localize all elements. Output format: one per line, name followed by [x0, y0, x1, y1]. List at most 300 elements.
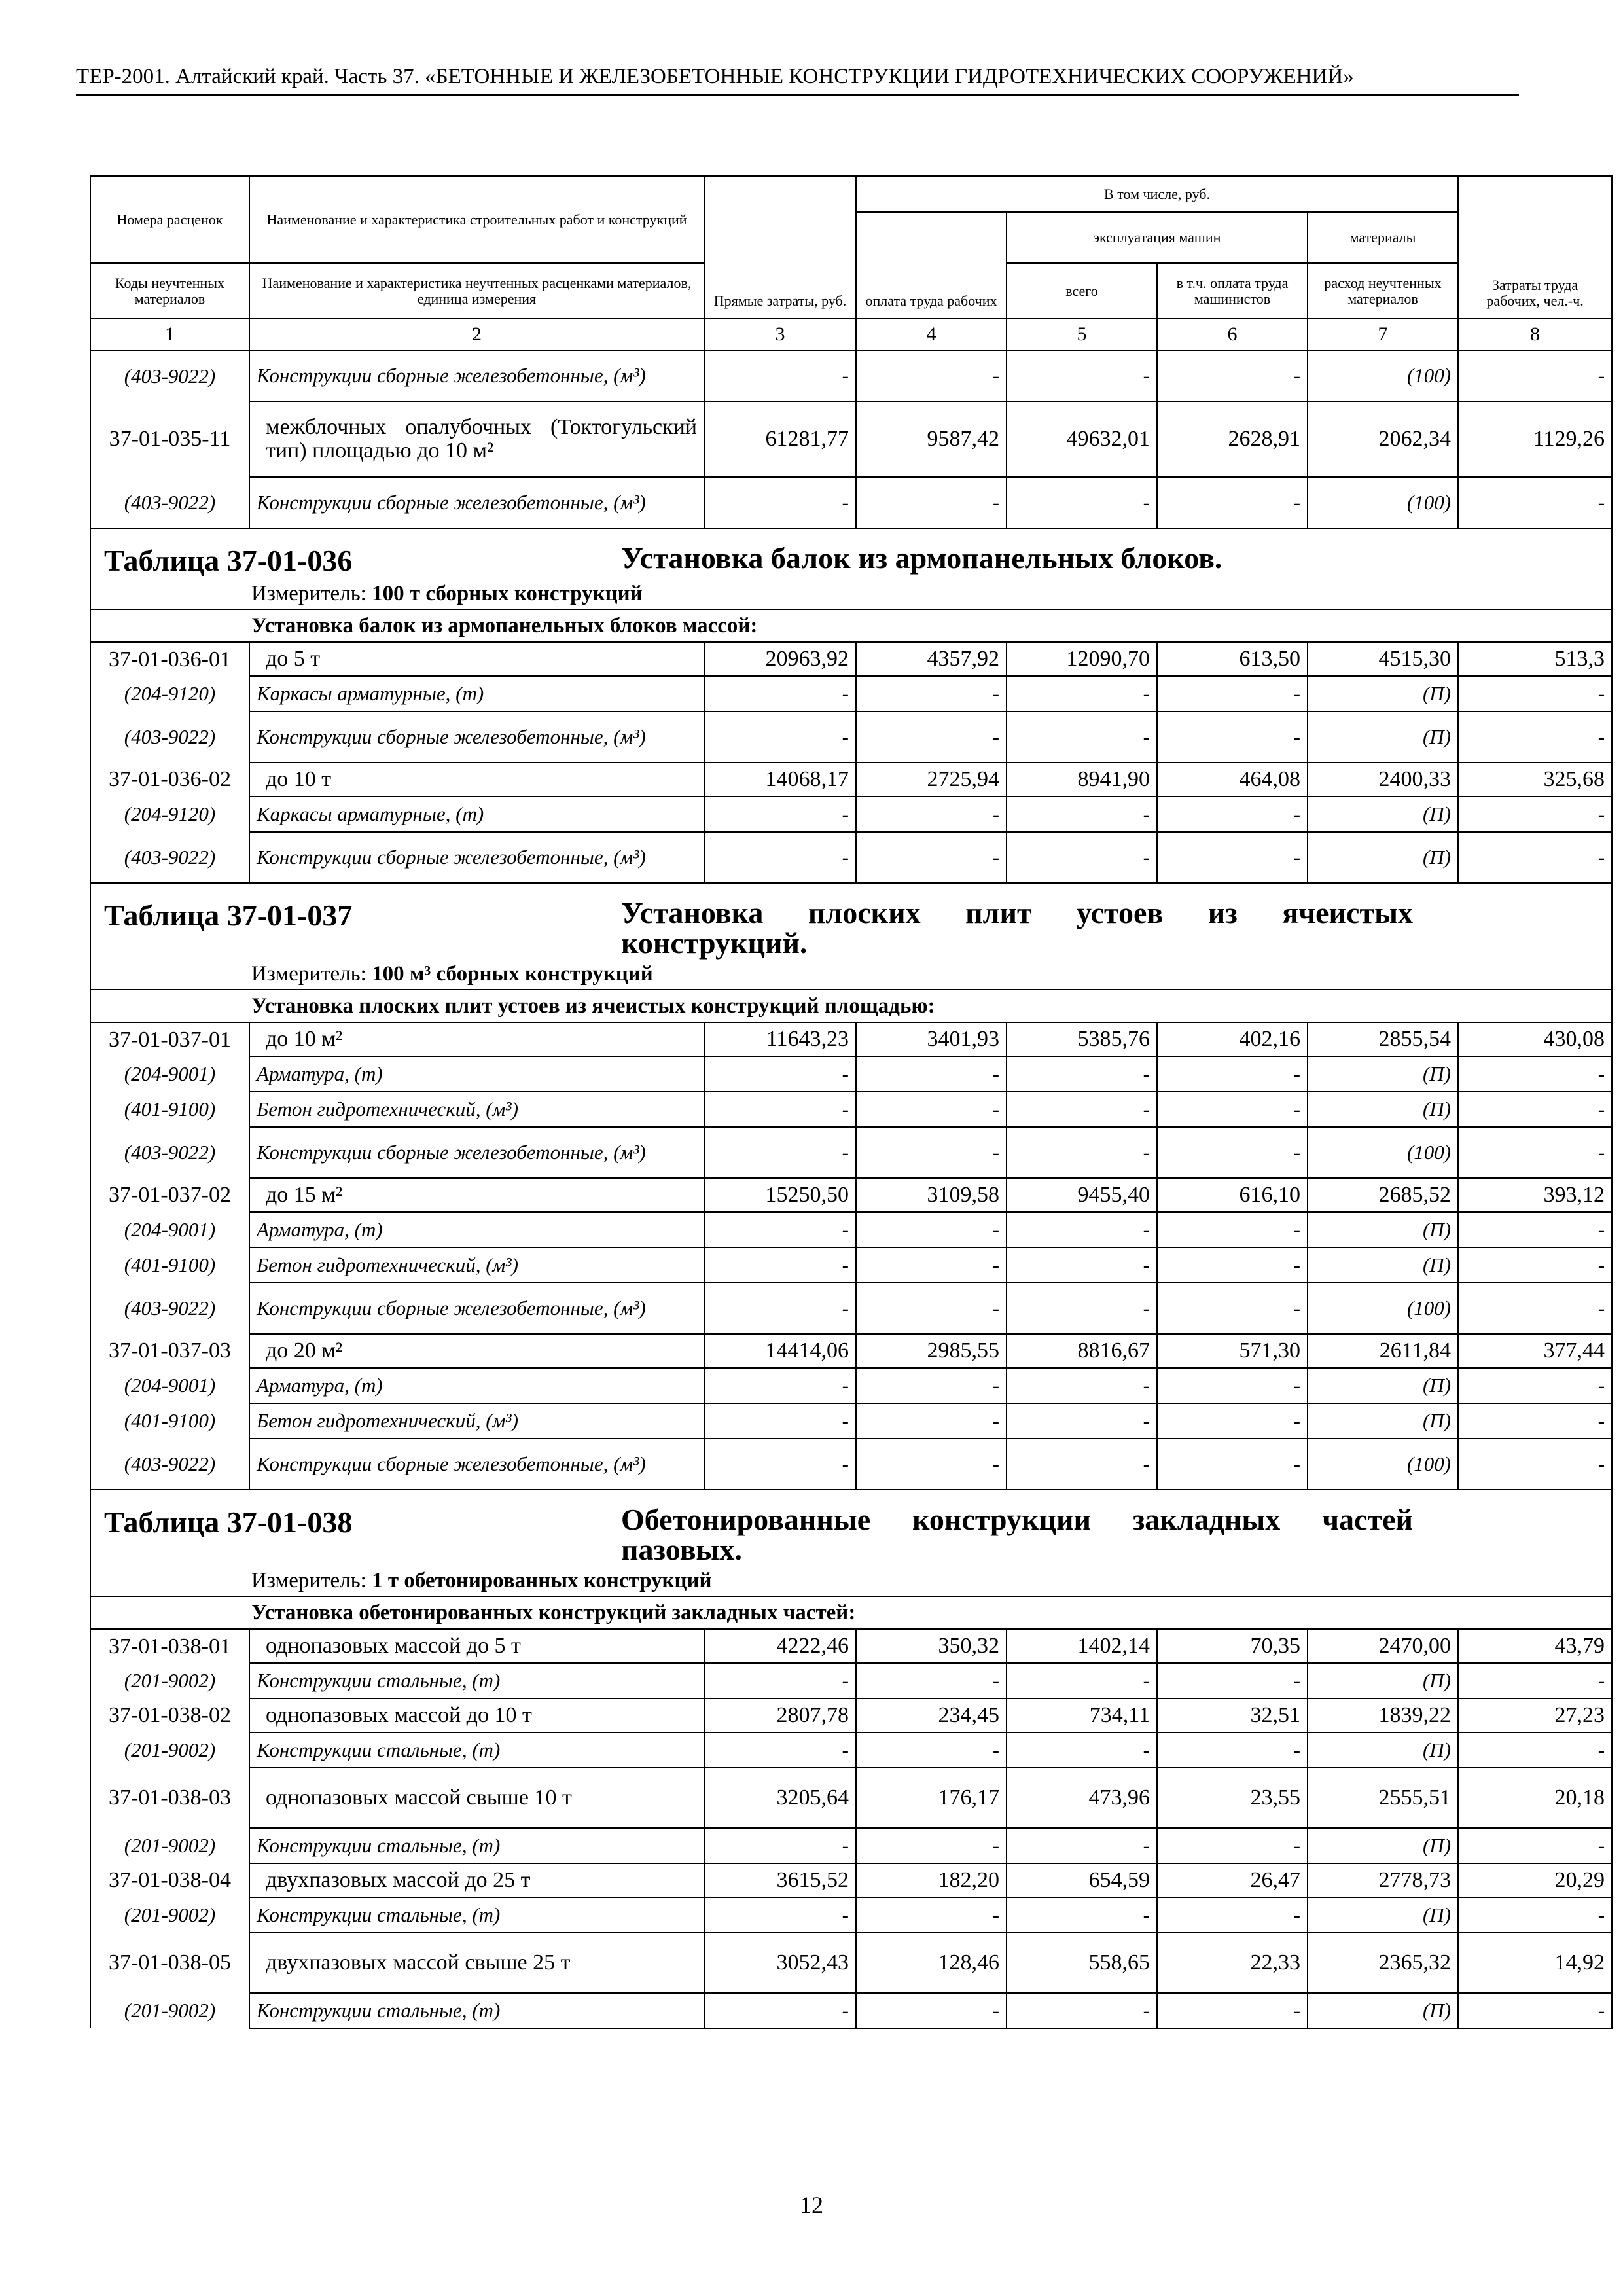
material-row	[90, 477, 1612, 528]
measure-prefix: Измеритель:	[251, 962, 372, 986]
material-value: -	[1458, 350, 1612, 401]
rate-name: однопазовых массой до 10 т	[249, 1698, 704, 1732]
rate-value: 2807,78	[704, 1698, 856, 1732]
rate-name: до 10 м²	[249, 1022, 704, 1056]
material-value: -	[856, 1127, 1007, 1178]
material-value: -	[1458, 797, 1612, 832]
material-value: (100)	[1308, 1127, 1458, 1178]
rate-value: 22,33	[1157, 1933, 1308, 1993]
group-heading: Установка обетонированных конструкций закладных частей:	[90, 1596, 1612, 1629]
rate-value: 2985,55	[856, 1334, 1007, 1368]
material-value: -	[856, 676, 1007, 711]
rate-value: 350,32	[856, 1629, 1007, 1663]
material-name: Конструкции сборные железобетонные, (м³)	[249, 1439, 704, 1490]
material-value: -	[856, 1368, 1007, 1403]
material-value: -	[1007, 1247, 1157, 1283]
rate-row	[90, 1768, 1612, 1828]
rate-code: 37-01-036-01	[90, 642, 249, 676]
price-table	[90, 175, 1613, 2029]
material-value: -	[1458, 1439, 1612, 1490]
material-value: -	[856, 1897, 1007, 1933]
material-value: (П)	[1308, 711, 1458, 762]
material-code: (403-9022)	[90, 1283, 249, 1334]
header-col2-bottom: Наименование и характеристика неучтенных расценками материалов, единица измерения	[249, 263, 704, 319]
rate-value: 464,08	[1157, 762, 1308, 797]
material-name: Бетон гидротехнический, (м³)	[249, 1092, 704, 1127]
material-value: -	[1458, 1368, 1612, 1403]
material-name: Конструкции сборные железобетонные, (м³)	[249, 1127, 704, 1178]
material-value: -	[1007, 1663, 1157, 1698]
rate-value: 20,18	[1458, 1768, 1612, 1828]
material-code: (403-9022)	[90, 477, 249, 528]
material-name: Конструкции стальные, (т)	[249, 1828, 704, 1863]
material-value: -	[856, 1092, 1007, 1127]
material-name: Арматура, (т)	[249, 1212, 704, 1247]
rate-code: 37-01-038-02	[90, 1698, 249, 1732]
material-code: (201-9002)	[90, 1993, 249, 2028]
material-row	[90, 1368, 1612, 1403]
rate-code: 37-01-036-02	[90, 762, 249, 797]
material-name: Конструкции сборные железобетонные, (м³)	[249, 350, 704, 401]
material-name: Бетон гидротехнический, (м³)	[249, 1403, 704, 1439]
material-value: (П)	[1308, 1212, 1458, 1247]
rate-value: 1839,22	[1308, 1698, 1458, 1732]
material-name: Конструкции сборные железобетонные, (м³)	[249, 477, 704, 528]
rate-value: 3401,93	[856, 1022, 1007, 1056]
material-code: (204-9001)	[90, 1212, 249, 1247]
header-col3: Прямые затраты, руб.	[704, 176, 856, 319]
material-value: -	[856, 1403, 1007, 1439]
material-value: -	[856, 1056, 1007, 1092]
material-value: -	[856, 1247, 1007, 1283]
rate-code: 37-01-035-11	[90, 401, 249, 477]
rate-value: 1129,26	[1458, 401, 1612, 477]
rate-value: 473,96	[1007, 1768, 1157, 1828]
rate-value: 3052,43	[704, 1933, 856, 1993]
rate-code: 37-01-038-05	[90, 1933, 249, 1993]
rate-row	[90, 642, 1612, 676]
material-value: -	[856, 1732, 1007, 1768]
rate-value: 2470,00	[1308, 1629, 1458, 1663]
material-value: -	[1157, 676, 1308, 711]
material-value: -	[1157, 1439, 1308, 1490]
material-row	[90, 1212, 1612, 1247]
material-name: Конструкции стальные, (т)	[249, 1732, 704, 1768]
header-machines: эксплуатация машин	[1007, 212, 1308, 263]
material-name: Арматура, (т)	[249, 1368, 704, 1403]
material-value: -	[1458, 676, 1612, 711]
rate-value: 325,68	[1458, 762, 1612, 797]
material-value: -	[1157, 1127, 1308, 1178]
material-value: -	[1157, 1212, 1308, 1247]
material-value: -	[1157, 711, 1308, 762]
material-value: -	[1007, 1403, 1157, 1439]
rate-row	[90, 1022, 1612, 1056]
rate-row	[90, 1178, 1612, 1212]
rate-value: 616,10	[1157, 1178, 1308, 1212]
rate-name: однопазовых массой до 5 т	[249, 1629, 704, 1663]
rate-value: 9455,40	[1007, 1178, 1157, 1212]
rate-value: 430,08	[1458, 1022, 1612, 1056]
rate-value: 613,50	[1157, 642, 1308, 676]
material-value: -	[1007, 1993, 1157, 2028]
material-row	[90, 1439, 1612, 1490]
rate-code: 37-01-038-03	[90, 1768, 249, 1828]
material-value: -	[1007, 1732, 1157, 1768]
material-value: -	[1157, 1897, 1308, 1933]
header-col5: всего	[1007, 263, 1157, 319]
rate-code: 37-01-038-01	[90, 1629, 249, 1663]
material-value: -	[704, 1663, 856, 1698]
material-name: Конструкции стальные, (т)	[249, 1993, 704, 2028]
rate-value: 571,30	[1157, 1334, 1308, 1368]
material-code: (201-9002)	[90, 1663, 249, 1698]
rate-name: до 10 т	[249, 762, 704, 797]
material-value: -	[1458, 1993, 1612, 2028]
material-value: (П)	[1308, 1247, 1458, 1283]
material-code: (204-9001)	[90, 1056, 249, 1092]
rate-row	[90, 762, 1612, 797]
material-value: -	[1458, 1056, 1612, 1092]
material-code: (201-9002)	[90, 1732, 249, 1768]
material-value: -	[704, 1056, 856, 1092]
material-value: -	[1458, 1897, 1612, 1933]
rate-row	[90, 1863, 1612, 1897]
measure-prefix: Измеритель:	[251, 1569, 372, 1592]
material-name: Бетон гидротехнический, (м³)	[249, 1247, 704, 1283]
rate-name: межблочных опалубочных (Токтогульский тип) площадью до 10 м²	[249, 401, 704, 477]
material-row	[90, 797, 1612, 832]
material-value: -	[704, 1403, 856, 1439]
material-value: -	[704, 832, 856, 883]
rate-row	[90, 1334, 1612, 1368]
material-value: -	[1007, 1056, 1157, 1092]
material-row	[90, 1828, 1612, 1863]
material-value: (П)	[1308, 1897, 1458, 1933]
col-number: 7	[1308, 319, 1458, 350]
material-value: -	[1007, 1127, 1157, 1178]
material-value: -	[1458, 832, 1612, 883]
rate-value: 2725,94	[856, 762, 1007, 797]
rate-name: двухпазовых массой до 25 т	[249, 1863, 704, 1897]
rate-value: 2685,52	[1308, 1178, 1458, 1212]
material-value: (П)	[1308, 1056, 1458, 1092]
rate-value: 234,45	[856, 1698, 1007, 1732]
rate-value: 393,12	[1458, 1178, 1612, 1212]
rate-value: 14068,17	[704, 762, 856, 797]
material-value: (П)	[1308, 1663, 1458, 1698]
material-value: -	[1007, 1368, 1157, 1403]
material-value: -	[1007, 350, 1157, 401]
material-value: -	[704, 1092, 856, 1127]
rate-code: 37-01-038-04	[90, 1863, 249, 1897]
col-number: 8	[1458, 319, 1612, 350]
measure-unit	[90, 961, 1612, 990]
material-name: Конструкции стальные, (т)	[249, 1663, 704, 1698]
rate-value: 49632,01	[1007, 401, 1157, 477]
material-code: (204-9001)	[90, 1368, 249, 1403]
material-value: -	[856, 1212, 1007, 1247]
header-col1-top: Номера расценок	[90, 176, 249, 263]
table-title-block	[90, 1490, 1612, 1568]
material-value: -	[1157, 1993, 1308, 2028]
material-value: -	[856, 1993, 1007, 2028]
material-row	[90, 1127, 1612, 1178]
rate-name: двухпазовых массой свыше 25 т	[249, 1933, 704, 1993]
material-value: (100)	[1308, 350, 1458, 401]
header-col1-bottom: Коды неучтенных материалов	[90, 263, 249, 319]
rate-value: 128,46	[856, 1933, 1007, 1993]
measure-value: 100 т сборных конструкций	[372, 582, 643, 605]
material-code: (401-9100)	[90, 1403, 249, 1439]
material-row	[90, 1092, 1612, 1127]
material-value: -	[704, 797, 856, 832]
material-code: (403-9022)	[90, 350, 249, 401]
material-row	[90, 711, 1612, 762]
rate-row	[90, 401, 1612, 477]
material-value: (П)	[1308, 1828, 1458, 1863]
material-value: -	[1007, 1212, 1157, 1247]
header-col7: расход неучтенных материалов	[1308, 263, 1458, 319]
material-value: -	[1157, 1732, 1308, 1768]
rate-value: 3109,58	[856, 1178, 1007, 1212]
measure-unit	[90, 1568, 1612, 1596]
material-value: (100)	[1308, 1283, 1458, 1334]
material-row	[90, 1247, 1612, 1283]
rate-value: 43,79	[1458, 1629, 1612, 1663]
table-title: Установка балок из армопанельных блоков.	[621, 541, 1222, 575]
rate-code: 37-01-037-03	[90, 1334, 249, 1368]
material-value: -	[856, 832, 1007, 883]
rate-value: 182,20	[856, 1863, 1007, 1897]
material-value: -	[1458, 1247, 1612, 1283]
material-row	[90, 1732, 1612, 1768]
col-number: 2	[249, 319, 704, 350]
header-col8: Затраты труда рабочих, чел.-ч.	[1458, 176, 1612, 319]
material-value: -	[1007, 1283, 1157, 1334]
material-value: -	[1157, 1403, 1308, 1439]
rate-row	[90, 1629, 1612, 1663]
material-value: -	[704, 1993, 856, 2028]
rate-value: 32,51	[1157, 1698, 1308, 1732]
page-header: ТЕР-2001. Алтайский край. Часть 37. «БЕТОННЫЕ И ЖЕЛЕЗОБЕТОННЫЕ КОНСТРУКЦИИ ГИДРОТЕХНИЧЕСКИХ СООРУЖЕНИЙ»	[76, 63, 1519, 96]
rate-value: 2628,91	[1157, 401, 1308, 477]
material-value: -	[1007, 676, 1157, 711]
material-code: (403-9022)	[90, 1439, 249, 1490]
rate-value: 20963,92	[704, 642, 856, 676]
material-value: (П)	[1308, 1732, 1458, 1768]
rate-value: 2778,73	[1308, 1863, 1458, 1897]
material-value: -	[1007, 1439, 1157, 1490]
material-value: (П)	[1308, 676, 1458, 711]
material-value: (П)	[1308, 1368, 1458, 1403]
material-value: -	[1157, 1056, 1308, 1092]
rate-value: 654,59	[1007, 1863, 1157, 1897]
material-name: Конструкции сборные железобетонные, (м³)	[249, 832, 704, 883]
material-value: -	[704, 1127, 856, 1178]
rate-value: 26,47	[1157, 1863, 1308, 1897]
measure-value: 100 м³ сборных конструкций	[372, 962, 653, 986]
material-value: -	[1157, 1828, 1308, 1863]
material-value: -	[704, 1247, 856, 1283]
material-value: -	[1157, 350, 1308, 401]
material-value: -	[1157, 1092, 1308, 1127]
material-value: -	[1007, 1897, 1157, 1933]
rate-value: 2400,33	[1308, 762, 1458, 797]
material-value: -	[704, 1368, 856, 1403]
material-value: -	[856, 350, 1007, 401]
material-code: (201-9002)	[90, 1897, 249, 1933]
material-value: -	[704, 1828, 856, 1863]
measure-value: 1 т обетонированных конструкций	[372, 1569, 712, 1592]
table-title: Установка плоских плит устоев из ячеистых конструкций.	[621, 896, 1413, 960]
header-incl: В том числе, руб.	[856, 176, 1458, 212]
material-name: Конструкции сборные железобетонные, (м³)	[249, 1283, 704, 1334]
material-code: (403-9022)	[90, 1127, 249, 1178]
table-label: Таблица 37-01-038	[104, 1505, 353, 1539]
material-value: -	[856, 1828, 1007, 1863]
material-value: -	[1007, 477, 1157, 528]
header-col2-top: Наименование и характеристика строительных работ и конструкций	[249, 176, 704, 263]
material-value: -	[1007, 1828, 1157, 1863]
material-value: -	[1458, 1828, 1612, 1863]
group-heading: Установка плоских плит устоев из ячеистых конструкций площадью:	[90, 990, 1612, 1022]
rate-value: 4222,46	[704, 1629, 856, 1663]
rate-value: 2555,51	[1308, 1768, 1458, 1828]
rate-row	[90, 1933, 1612, 1993]
material-value: -	[1458, 477, 1612, 528]
material-value: -	[1157, 1247, 1308, 1283]
material-value: (П)	[1308, 1993, 1458, 2028]
material-row	[90, 1993, 1612, 2028]
rate-name: до 5 т	[249, 642, 704, 676]
rate-value: 8816,67	[1007, 1334, 1157, 1368]
material-value: -	[1007, 832, 1157, 883]
rate-value: 4515,30	[1308, 642, 1458, 676]
material-value: -	[856, 1283, 1007, 1334]
group-heading: Установка балок из армопанельных блоков массой:	[90, 609, 1612, 642]
material-row	[90, 1283, 1612, 1334]
material-name: Каркасы арматурные, (т)	[249, 797, 704, 832]
material-value: -	[1007, 797, 1157, 832]
rate-value: 20,29	[1458, 1863, 1612, 1897]
rate-name: однопазовых массой свыше 10 т	[249, 1768, 704, 1828]
material-value: -	[704, 1212, 856, 1247]
rate-value: 11643,23	[704, 1022, 856, 1056]
material-name: Арматура, (т)	[249, 1056, 704, 1092]
rate-value: 1402,14	[1007, 1629, 1157, 1663]
rate-value: 8941,90	[1007, 762, 1157, 797]
header-col6: в т.ч. оплата труда машинистов	[1157, 263, 1308, 319]
material-value: -	[704, 1897, 856, 1933]
table-label: Таблица 37-01-037	[104, 899, 353, 932]
material-value: -	[704, 1732, 856, 1768]
rate-value: 70,35	[1157, 1629, 1308, 1663]
rate-value: 3615,52	[704, 1863, 856, 1897]
material-value: -	[1458, 1127, 1612, 1178]
rate-row	[90, 1698, 1612, 1732]
rate-value: 5385,76	[1007, 1022, 1157, 1056]
material-value: -	[1157, 797, 1308, 832]
material-value: -	[1458, 1092, 1612, 1127]
measure-unit	[90, 581, 1612, 609]
material-value: -	[704, 676, 856, 711]
material-value: -	[856, 797, 1007, 832]
material-value: -	[1157, 1283, 1308, 1334]
material-code: (401-9100)	[90, 1247, 249, 1283]
material-value: (П)	[1308, 1403, 1458, 1439]
material-value: -	[704, 1283, 856, 1334]
measure-prefix: Измеритель:	[251, 582, 372, 605]
material-row	[90, 676, 1612, 711]
rate-value: 4357,92	[856, 642, 1007, 676]
material-code: (403-9022)	[90, 832, 249, 883]
table-title-block	[90, 528, 1612, 581]
col-number: 4	[856, 319, 1007, 350]
material-code: (204-9120)	[90, 676, 249, 711]
material-name: Конструкции стальные, (т)	[249, 1897, 704, 1933]
material-value: -	[856, 711, 1007, 762]
rate-value: 12090,70	[1007, 642, 1157, 676]
rate-name: до 15 м²	[249, 1178, 704, 1212]
material-value: (П)	[1308, 832, 1458, 883]
material-value: -	[1458, 1732, 1612, 1768]
material-value: -	[1458, 711, 1612, 762]
material-value: -	[1458, 1283, 1612, 1334]
table-title: Обетонированные конструкции закладных частей пазовых.	[621, 1503, 1413, 1566]
material-value: -	[1157, 832, 1308, 883]
col-number: 5	[1007, 319, 1157, 350]
rate-code: 37-01-037-01	[90, 1022, 249, 1056]
material-name: Конструкции сборные железобетонные, (м³)	[249, 711, 704, 762]
material-value: (П)	[1308, 797, 1458, 832]
rate-value: 2855,54	[1308, 1022, 1458, 1056]
table-title-block	[90, 883, 1612, 961]
material-value: -	[856, 477, 1007, 528]
col-number: 6	[1157, 319, 1308, 350]
material-value: (100)	[1308, 1439, 1458, 1490]
rate-value: 14,92	[1458, 1933, 1612, 1993]
material-value: (П)	[1308, 1092, 1458, 1127]
material-value: -	[1007, 711, 1157, 762]
material-row	[90, 1403, 1612, 1439]
rate-value: 402,16	[1157, 1022, 1308, 1056]
material-value: -	[704, 477, 856, 528]
material-value: -	[856, 1439, 1007, 1490]
material-value: -	[704, 350, 856, 401]
material-value: -	[1007, 1092, 1157, 1127]
rate-value: 23,55	[1157, 1768, 1308, 1828]
rate-value: 14414,06	[704, 1334, 856, 1368]
rate-value: 27,23	[1458, 1698, 1612, 1732]
table-label: Таблица 37-01-036	[104, 544, 353, 577]
rate-value: 377,44	[1458, 1334, 1612, 1368]
material-value: -	[1458, 1403, 1612, 1439]
material-name: Каркасы арматурные, (т)	[249, 676, 704, 711]
material-value: (100)	[1308, 477, 1458, 528]
header-col4: оплата труда рабочих	[856, 212, 1007, 319]
material-code: (403-9022)	[90, 711, 249, 762]
rate-value: 2365,32	[1308, 1933, 1458, 1993]
rate-value: 558,65	[1007, 1933, 1157, 1993]
material-code: (401-9100)	[90, 1092, 249, 1127]
material-value: -	[1157, 1368, 1308, 1403]
rate-value: 9587,42	[856, 401, 1007, 477]
material-value: -	[1458, 1212, 1612, 1247]
rate-code: 37-01-037-02	[90, 1178, 249, 1212]
material-value: -	[1458, 1663, 1612, 1698]
rate-value: 176,17	[856, 1768, 1007, 1828]
